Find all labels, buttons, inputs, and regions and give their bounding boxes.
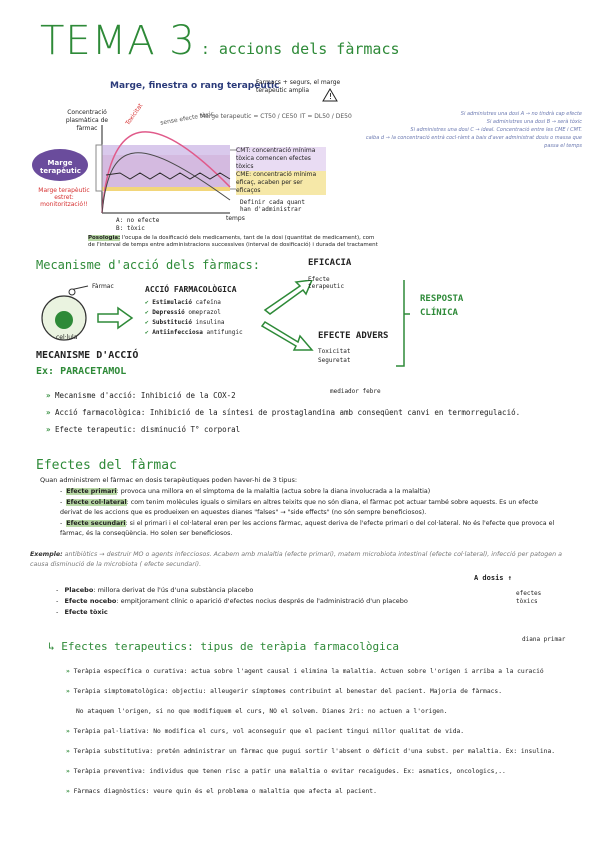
side-notes: [352, 110, 582, 150]
other-efectes-list: [56, 585, 476, 618]
ex-label: Ex: PARACETAMOL: [36, 366, 127, 377]
paracetamol-item: » Mecanisme d'acció: Inhibició de la COX-2: [46, 391, 236, 400]
side-note: caiba d → la concentració entrà cocl·ràmt a baix d'aver administrat dosis o massa que passa el temps: [365, 135, 582, 149]
diana-note: diana primar: [522, 636, 566, 643]
farmac-label: Fàrmac: [92, 283, 114, 290]
eficacia-label: EFICACIA: [308, 258, 352, 268]
definir-label: Definir cada quant han d'administrar: [240, 199, 306, 213]
cme-band: [102, 187, 230, 191]
seguretat-label: Seguretat: [318, 357, 351, 364]
side-note: Si administres una dosi C → ideal. Concentració entre les CME i CMT.: [410, 127, 582, 133]
formula-note: Farmacs + segurs, el marge terapeutic amplia: [256, 79, 341, 94]
accio-item: ✔ Antiinfecciosa antifungic: [145, 329, 243, 336]
efecte-item: - Efecte primari: provoca una millora en el símptoma de la malaltia (actua sobre la diana involucrada a la malaltia): [60, 488, 431, 495]
efectes-example: Exemple: antibiòtics → destruir MO o agents infecciosos. Acabem amb malaltia (efecte primari), matem microbiota intestinal (efecte col·lateral), infecció per patogen a causa disminució de la microbiota ( efecte secundari).: [30, 551, 563, 568]
accio-item: ✔ Estimulació cafeïna: [145, 299, 221, 306]
efectes-toxics-note: efectes tòxics: [516, 590, 542, 605]
accio-title: ACCIÓ FARMACOLÒGICA: [145, 285, 237, 294]
title-sub: : accions dels fàrmacs: [200, 40, 400, 58]
nucleus-icon: [55, 311, 73, 329]
toxicitat-label: Toxicitat: [124, 102, 145, 127]
posologia-label: Posologia:: [88, 235, 121, 241]
posologia-text: l'ocupa de la dosificació dels medicaments, tant de la dosi (quantitat de medicament), com de l'interval de temps entre administracions successives (interval de dosificació) i durada del tractament: [88, 235, 378, 248]
efecte-item: - Efecte col·lateral: com tenim molècules iguals o similars en altres teixits que no són diana, el fàrmac pot actuar també sobre aquests. Es un efecte derivat de les accions que es produeixen en aquestes dianes "falses" → "side effects" (no són sempre beneficiosos).: [60, 498, 539, 516]
title-main: TEMA 3: [40, 18, 196, 64]
terapia-item: No ataquem l'origen, si no que modifiquem el curs, NO el solvem. Dianes 2ri: no actuen a l'origen.: [76, 708, 448, 715]
posologia: [88, 235, 378, 249]
efecte-advers-label: EFECTE ADVERS: [318, 331, 389, 341]
paracetamol-item: » Efecte terapeutic: disminució T° corporal: [46, 425, 241, 434]
formula-right: IT = DL50 / DE50: [300, 113, 352, 120]
mediador-note: mediador febre: [330, 388, 381, 395]
paracetamol-list: [46, 387, 586, 438]
arrow-icon: [98, 308, 132, 328]
other-efecte-item: - Efecte tòxic: [56, 608, 108, 616]
note-a: A: no efecte: [116, 217, 160, 224]
cellula-label: cel·lula: [56, 334, 78, 341]
other-efecte-item: - Placebo: millora derivat de l'ús d'una substància placebo: [56, 586, 254, 594]
terapia-item: » Teràpia pal·liativa: No modifica el curs, vol aconseguir que el pacient tingui millor qualitat de vida.: [66, 728, 465, 735]
efectes-intro: Quan administrem el fàrmac en dosis terapèutiques poden haver-hi de 3 tipus:: [40, 476, 298, 484]
mecanisme-heading: Mecanisme d'acció dels fàrmacs:: [36, 258, 260, 272]
sense-efecte-label: sense efecte tòxic: [159, 110, 215, 127]
temps-label: temps: [226, 215, 245, 222]
marge-note: Marge terapèutic estret: monitorització!!: [38, 187, 90, 208]
terapia-item: » Teràpia substitutiva: pretén administrar un fàrmac que pugui sortir l'absent o dèficit d'una subst. per malaltia. Ex: insulina.: [66, 748, 556, 755]
terapia-list: [66, 662, 586, 802]
efecte-terapeutic-label: Efecte terapeutic: [308, 276, 345, 290]
efecte-item: - Efecte secundari: si el primari i el col·lateral eren per les accions fàrmac, aquest deriva de l'efecte primari o del col·lateral. No és l'efecte que provoca el fàrmac, és la conseqüència. Ho solen ser beneficiosos.: [60, 519, 555, 537]
terapia-item: » Teràpia específica o curativa: actua sobre l'agent causal i elimina la malaltia. Actuen sobre l'origen i arriba a la curació: [66, 668, 544, 675]
note-b: B: tòxic: [116, 225, 145, 232]
cmt-band: [102, 145, 230, 155]
terapia-item: » Teràpia preventiva: individus que tenen risc a patir una malaltia o evitar recaigudes. Ex: asmatics, oncologics,..: [66, 768, 506, 775]
dosis-note: A dosis ↑: [474, 574, 512, 582]
accio-item: ✔ Depressió omeprazol: [145, 309, 221, 316]
efectes-list: [60, 487, 560, 540]
accions-list: [145, 298, 243, 338]
terapia-heading: ↳ Efectes terapeutics: tipus de teràpia farmacològica: [48, 640, 400, 653]
arrow-up-icon: [265, 280, 312, 314]
marge-label: Marge terapèutic: [40, 159, 81, 175]
other-efecte-item: - Efecte nocebo: empitjorament clínic o aparició d'efectes nocius després de l'administració d'un placebo: [56, 597, 408, 605]
bracket-icon: [396, 280, 404, 366]
terapia-item: » Fàrmacs diagnòstics: veure quin és el problema o malaltia que afecta al pacient.: [66, 788, 377, 795]
paracetamol-item: » Acció farmacològica: Inhibició de la síntesi de prostaglandina amb conseqüent canvi en termorregulació.: [46, 408, 521, 417]
return-arrow-icon: ↳: [48, 640, 55, 653]
diagram-heading: Marge, finestra o rang terapèutic: [110, 81, 280, 91]
therapeutic-window-diagram: [30, 75, 390, 255]
cmt-label: CMT: concentració mínima tòxica comencen efectes tòxics: [236, 147, 326, 171]
terapia-item: » Teràpia simptomatològica: objectiu: alleugerir símptomes contribuint al benestar del pacient. Majoria de fàrmacs.: [66, 688, 502, 695]
toxicitat-label: Toxicitat: [318, 348, 351, 355]
efectes-heading: Efectes del fàrmac: [36, 458, 177, 473]
svg-text:!: !: [329, 92, 333, 101]
accio-item: ✔ Substitució insulina: [145, 319, 225, 326]
formula-left: Marge terapeutic = CT50 / CE50: [200, 113, 298, 120]
diagram-ylabel: Concentració plasmàtica de fàrmac: [65, 109, 109, 132]
diagram-graph: [30, 75, 390, 255]
cme-label: CME: concentració mínima eficaç, acaben per ser eficaços: [236, 171, 326, 195]
arrow-down-icon: [262, 322, 312, 350]
side-note: Si administres una dosi A → no tindrà cap efecte: [460, 111, 582, 117]
side-note: Si administres una dosi B → serà tòxic: [486, 119, 582, 125]
mecanisme-label: MECANISME D'ACCIÓ: [36, 350, 139, 361]
resposta-label: RESPOSTA CLÍNICA: [420, 294, 464, 318]
page-title: [40, 18, 400, 64]
